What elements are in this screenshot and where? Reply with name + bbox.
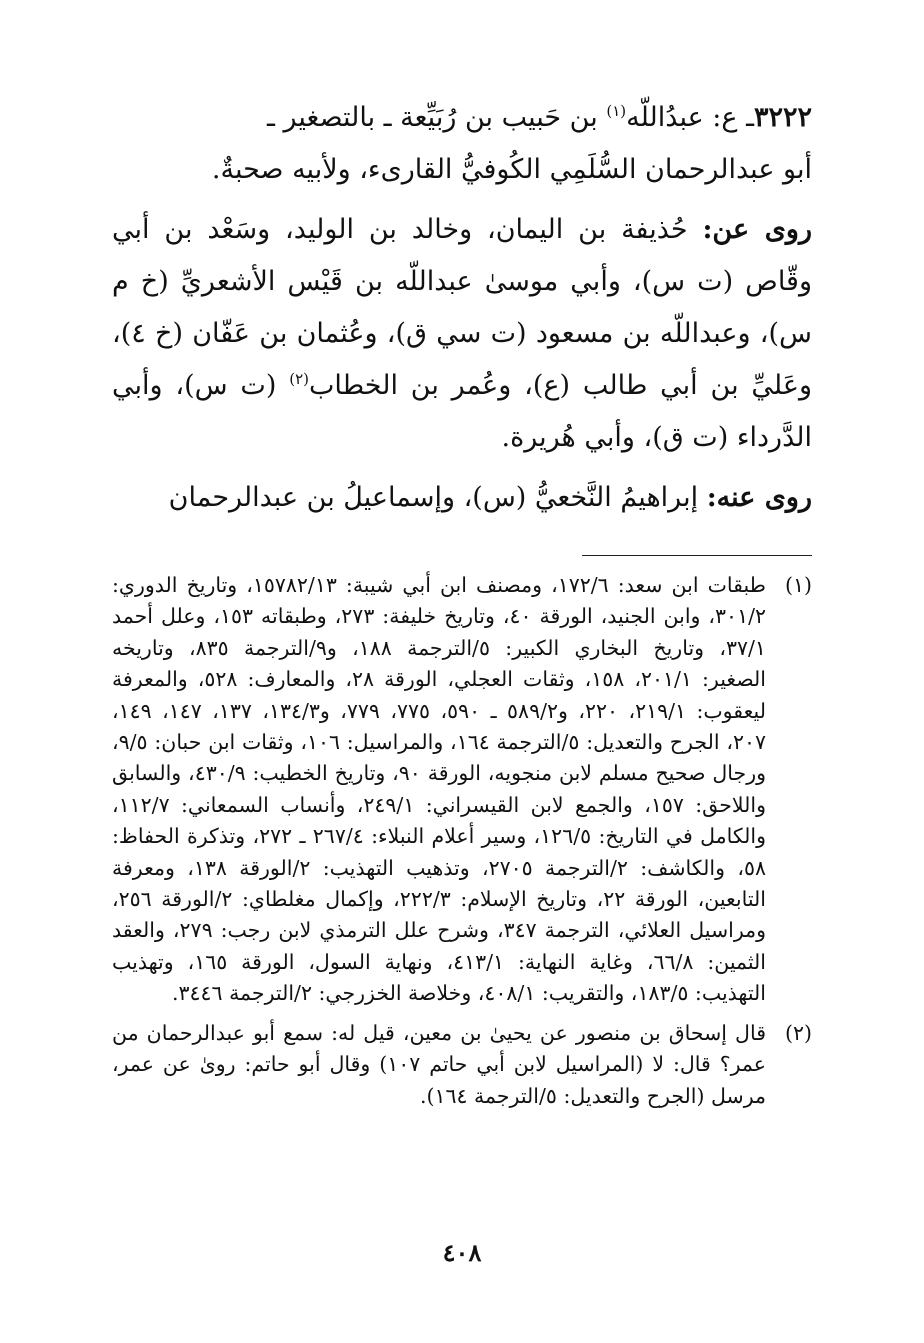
entry-kunya: أبو عبدالرحمان السُّلَمِي الكُوفيُّ القارىء، ولأبيه صحبةٌ. [211, 154, 812, 185]
page-number: ٤٠٨ [442, 1238, 482, 1267]
main-text [112, 92, 812, 524]
footnote-2 [112, 1018, 812, 1112]
footnote-text: قال إسحاق بن منصور عن يحيىٰ بن معين، قيل له: سمع أبو عبدالرحمان من عمر؟ قال: لا (المراسيل لابن أبي حاتم ١٠٧) وقال أبو حاتم: رویٰ عن عمر، مرسل (الجرح والتعديل: ٥/الترجمة ١٦٤). [112, 1020, 766, 1108]
footnote-number: (١) [784, 573, 812, 597]
entry-name: ـ ع: عبدُاللّه [626, 102, 754, 133]
entry-name-continued: بن حَبيب بن رُبَيِّعة ـ بالتصغير ـ [267, 102, 607, 133]
narrated-from-paragraph [112, 204, 812, 464]
footnote-1 [112, 570, 812, 1010]
footnotes [112, 570, 812, 1112]
entry-number: ٣٢٢٢ [753, 102, 812, 133]
narrated-by-label: روى عنه: [706, 482, 812, 513]
narrated-from-text-continued: (ت س)، وأبي الدَّرداء (ت ق)، وأبي هُريرة. [112, 370, 812, 453]
footnote-ref-1[interactable]: (١) [606, 102, 627, 120]
footnote-divider [582, 555, 812, 556]
narrated-from-label: روى عن: [702, 214, 812, 245]
footnote-number: (٢) [784, 1020, 812, 1045]
footnote-ref-2[interactable]: (٢) [289, 370, 309, 388]
narrated-from-text: حُذيفة بن اليمان، وخالد بن الوليد، وسَعْد بن أبي وقّاص (ت س)، وأبي موسىٰ عبداللّه بن قَيْس الأشعريِّ (خ م س)، وعبداللّه بن مسعود (ت سي ق)، وعُثمان بن عَفّان (خ ٤)، وعَليِّ بن أبي طالب (ع)، وعُمر بن الخطاب [112, 214, 813, 401]
narrated-by-text: إبراهيمُ النَّخعيُّ (س)، وإسماعيلُ بن عبدالرحمان [168, 482, 707, 513]
footnote-text: طبقات ابن سعد: ١٧٢/٦، ومصنف ابن أبي شيبة: ١٥٧٨٢/١٣، وتاريخ الدوري: ٣٠١/٢، وابن الجنيد، الورقة ٤٠، وتاريخ خليفة: ٢٧٣، وطبقاته ١٥٣، وعلل أحمد ٣٧/١، وتاريخ البخاري الكبير: ٥/الترجمة ١٨٨، و٩/الترجمة ٨٣٥، وتاريخه الصغير: ٢٠١/١، ١٥٨، وثقات العجلي، الورقة ٢٨، والمعارف: ٥٢٨، والمعرفة ليعقوب: ٢١٩/١، ٢٢٠، و٥٨٩/٢ ـ ٥٩٠، ٧٧٥، ٧٧٩، و١٣٤/٣، ١٣٧، ١٤٧، ١٤٩، ٢٠٧، الجرح والتعديل: ٥/الترجمة ١٦٤، والمراسيل: ١٠٦، وثقات ابن حبان: ٩/٥، ورجال صحيح مسلم لابن منجويه، الورقة ٩٠، وتاريخ الخطيب: ٤٣٠/٩، والسابق واللاحق: ١٥٧، والجمع لابن القيسراني: ٢٤٩/١، وأنساب السمعاني: ١١٢/٧، والكامل في التاريخ: ١٢٦/٥، وسير أعلام النبلاء: ٢٦٧/٤ ـ ٢٧٢، وتذكرة الحفاظ: ٥٨، والكاشف: ٢/الترجمة ٢٧٠٥، وتذهيب التهذيب: ٢/الورقة ١٣٨، ومعرفة التابعين، الورقة ٢٢، وتاريخ الإسلام: ٢٢٢/٣، وإكمال مغلطاي: ٢/الورقة ٢٥٦، ومراسيل العلائي، الترجمة ٣٤٧، وشرح علل الترمذي لابن رجب: ٢٧٩، والعقد الثمين: ٦٦/٨، وغاية النهاية: ٤١٣/١، ونهاية السول، الورقة ١٦٥، وتهذيب التهذيب: ١٨٣/٥، والتقريب: ٤٠٨/١، وخلاصة الخزرجي: ٢/الترجمة ٣٤٤٦. [112, 573, 767, 1006]
entry-heading [112, 92, 812, 196]
narrated-by-paragraph [112, 472, 812, 524]
